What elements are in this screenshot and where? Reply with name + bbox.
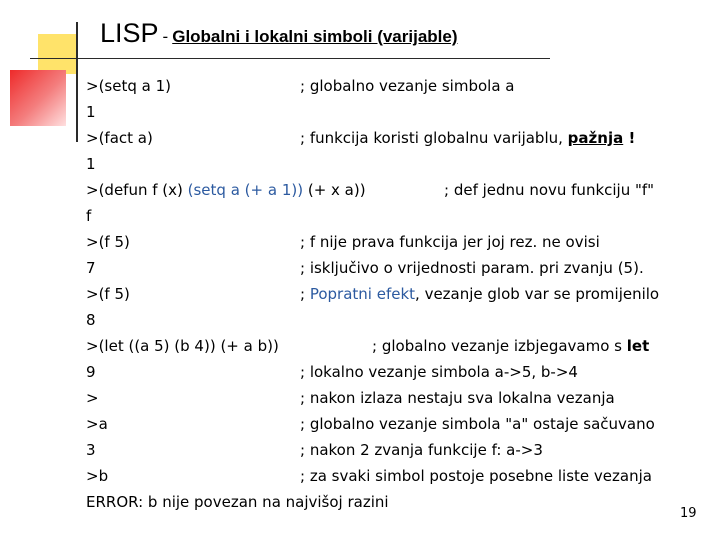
comment-line: ; za svaki simbol postoje posebne liste vezanja bbox=[300, 467, 652, 485]
code-line bbox=[86, 178, 366, 202]
comment-text: ; funkcija koristi globalnu varijablu, bbox=[300, 129, 568, 147]
code-line: 9 bbox=[86, 363, 96, 381]
code-line: >(setq a 1) bbox=[86, 77, 171, 95]
title-separator: - bbox=[162, 27, 169, 46]
comment-line: ; isključivo o vrijednosti param. pri zvanju (5). bbox=[300, 259, 644, 277]
title-subtitle: Globalni i lokalni simboli (varijable) bbox=[172, 27, 458, 46]
comment-line bbox=[300, 126, 635, 150]
title-main: LISP bbox=[100, 18, 159, 48]
code-line: >(f 5) bbox=[86, 285, 130, 303]
comment-line bbox=[300, 282, 659, 306]
decor-vertical-line bbox=[76, 22, 78, 142]
decor-red-square bbox=[10, 70, 66, 126]
comment-keyword: let bbox=[626, 337, 650, 355]
code-line: 1 bbox=[86, 155, 96, 173]
code-text: >(defun f (x) bbox=[86, 181, 188, 199]
code-line: >b bbox=[86, 467, 109, 485]
code-line: 8 bbox=[86, 311, 96, 329]
code-highlight: (setq a (+ a 1)) bbox=[187, 181, 304, 199]
comment-text: ; bbox=[300, 285, 310, 303]
comment-line: ; lokalno vezanje simbola a->5, b->4 bbox=[300, 363, 578, 381]
code-line: >a bbox=[86, 415, 108, 433]
comment-line: ; f nije prava funkcija jer joj rez. ne ovisi bbox=[300, 233, 600, 251]
comment-line: ; globalno vezanje simbola a bbox=[300, 77, 515, 95]
code-text: (+ x a)) bbox=[303, 181, 366, 199]
comment-text: ; globalno vezanje izbjegavamo s bbox=[372, 337, 627, 355]
code-line: >(let ((a 5) (b 4)) (+ a b)) bbox=[86, 337, 279, 355]
code-line: >(f 5) bbox=[86, 233, 130, 251]
code-line: >(fact a) bbox=[86, 129, 153, 147]
comment-highlight: Popratni efekt bbox=[309, 285, 416, 303]
comment-text: ! bbox=[623, 129, 636, 147]
comment-text: , vezanje glob var se promijenilo bbox=[415, 285, 660, 303]
code-line: > bbox=[86, 389, 99, 407]
code-line: f bbox=[86, 207, 92, 225]
page-number: 19 bbox=[680, 506, 697, 521]
comment-line: ; nakon izlaza nestaju sva lokalna vezanja bbox=[300, 389, 615, 407]
comment-line: ; globalno vezanje simbola "a" ostaje sačuvano bbox=[300, 415, 655, 433]
decor-yellow-square bbox=[38, 34, 78, 74]
decor-horizontal-line bbox=[30, 58, 550, 59]
code-line: 1 bbox=[86, 103, 96, 121]
code-line: ERROR: b nije povezan na najvišoj razini bbox=[86, 493, 389, 511]
comment-line: ; def jednu novu funkciju "f" bbox=[444, 181, 655, 199]
comment-emphasis: pažnja bbox=[567, 129, 624, 147]
code-line: 7 bbox=[86, 259, 96, 277]
code-line: 3 bbox=[86, 441, 96, 459]
comment-line: ; nakon 2 zvanja funkcije f: a->3 bbox=[300, 441, 543, 459]
comment-line bbox=[372, 334, 649, 358]
slide-title bbox=[100, 18, 458, 49]
